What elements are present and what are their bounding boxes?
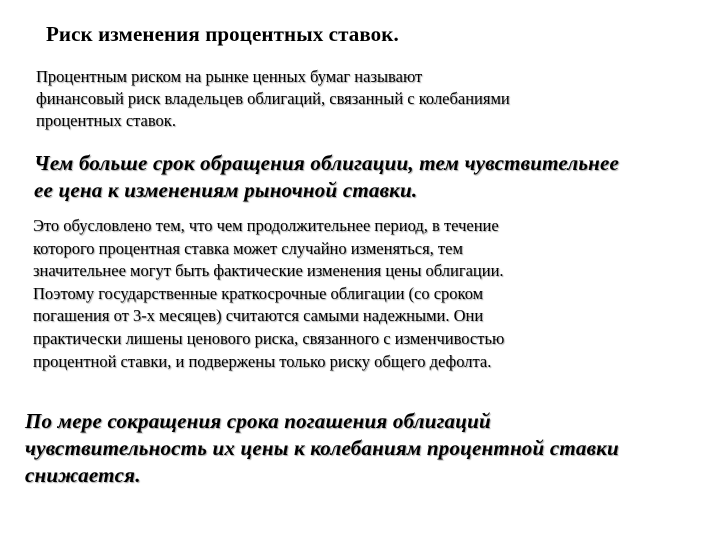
definition-paragraph (36, 66, 510, 132)
definition-line: Процентным риском на рынке ценных бумаг называют (36, 67, 423, 86)
explanation-line: процентной ставки, и подвержены только риску общего дефолта. (33, 351, 492, 371)
emphasis-line: чувствительность их цены к колебаниям процентной ставки (25, 436, 619, 460)
emphasis-statement-1 (34, 150, 619, 204)
explanation-line: Это обусловлено тем, что чем продолжительнее период, в течение (33, 216, 499, 235)
explanation-line: погашения от 3-х месяцев) считаются самыми надежными. Они (33, 306, 484, 326)
emphasis-line: Чем больше срок обращения облигации, тем чувствительнее (34, 151, 620, 175)
emphasis-statement-2 (25, 408, 619, 489)
explanation-line: практически лишены ценового риска, связанного с изменчивостью (33, 328, 505, 348)
explanation-line: которого процентная ставка может случайно изменяться, тем (33, 238, 463, 258)
emphasis-line: ее цена к изменениям рыночной ставки. (34, 178, 418, 202)
explanation-paragraph (33, 215, 504, 373)
slide-title: Риск изменения процентных ставок. (46, 22, 399, 46)
explanation-line: значительнее могут быть фактические изменения цены облигации. (33, 261, 504, 281)
emphasis-line: снижается. (25, 463, 141, 487)
definition-line: процентных ставок. (36, 111, 176, 130)
emphasis-line: По мере сокращения срока погашения облигаций (25, 409, 491, 433)
definition-line: финансовый риск владельцев облигаций, связанный с колебаниями (36, 89, 510, 108)
explanation-line: Поэтому государственные краткосрочные облигации (со сроком (33, 283, 484, 303)
